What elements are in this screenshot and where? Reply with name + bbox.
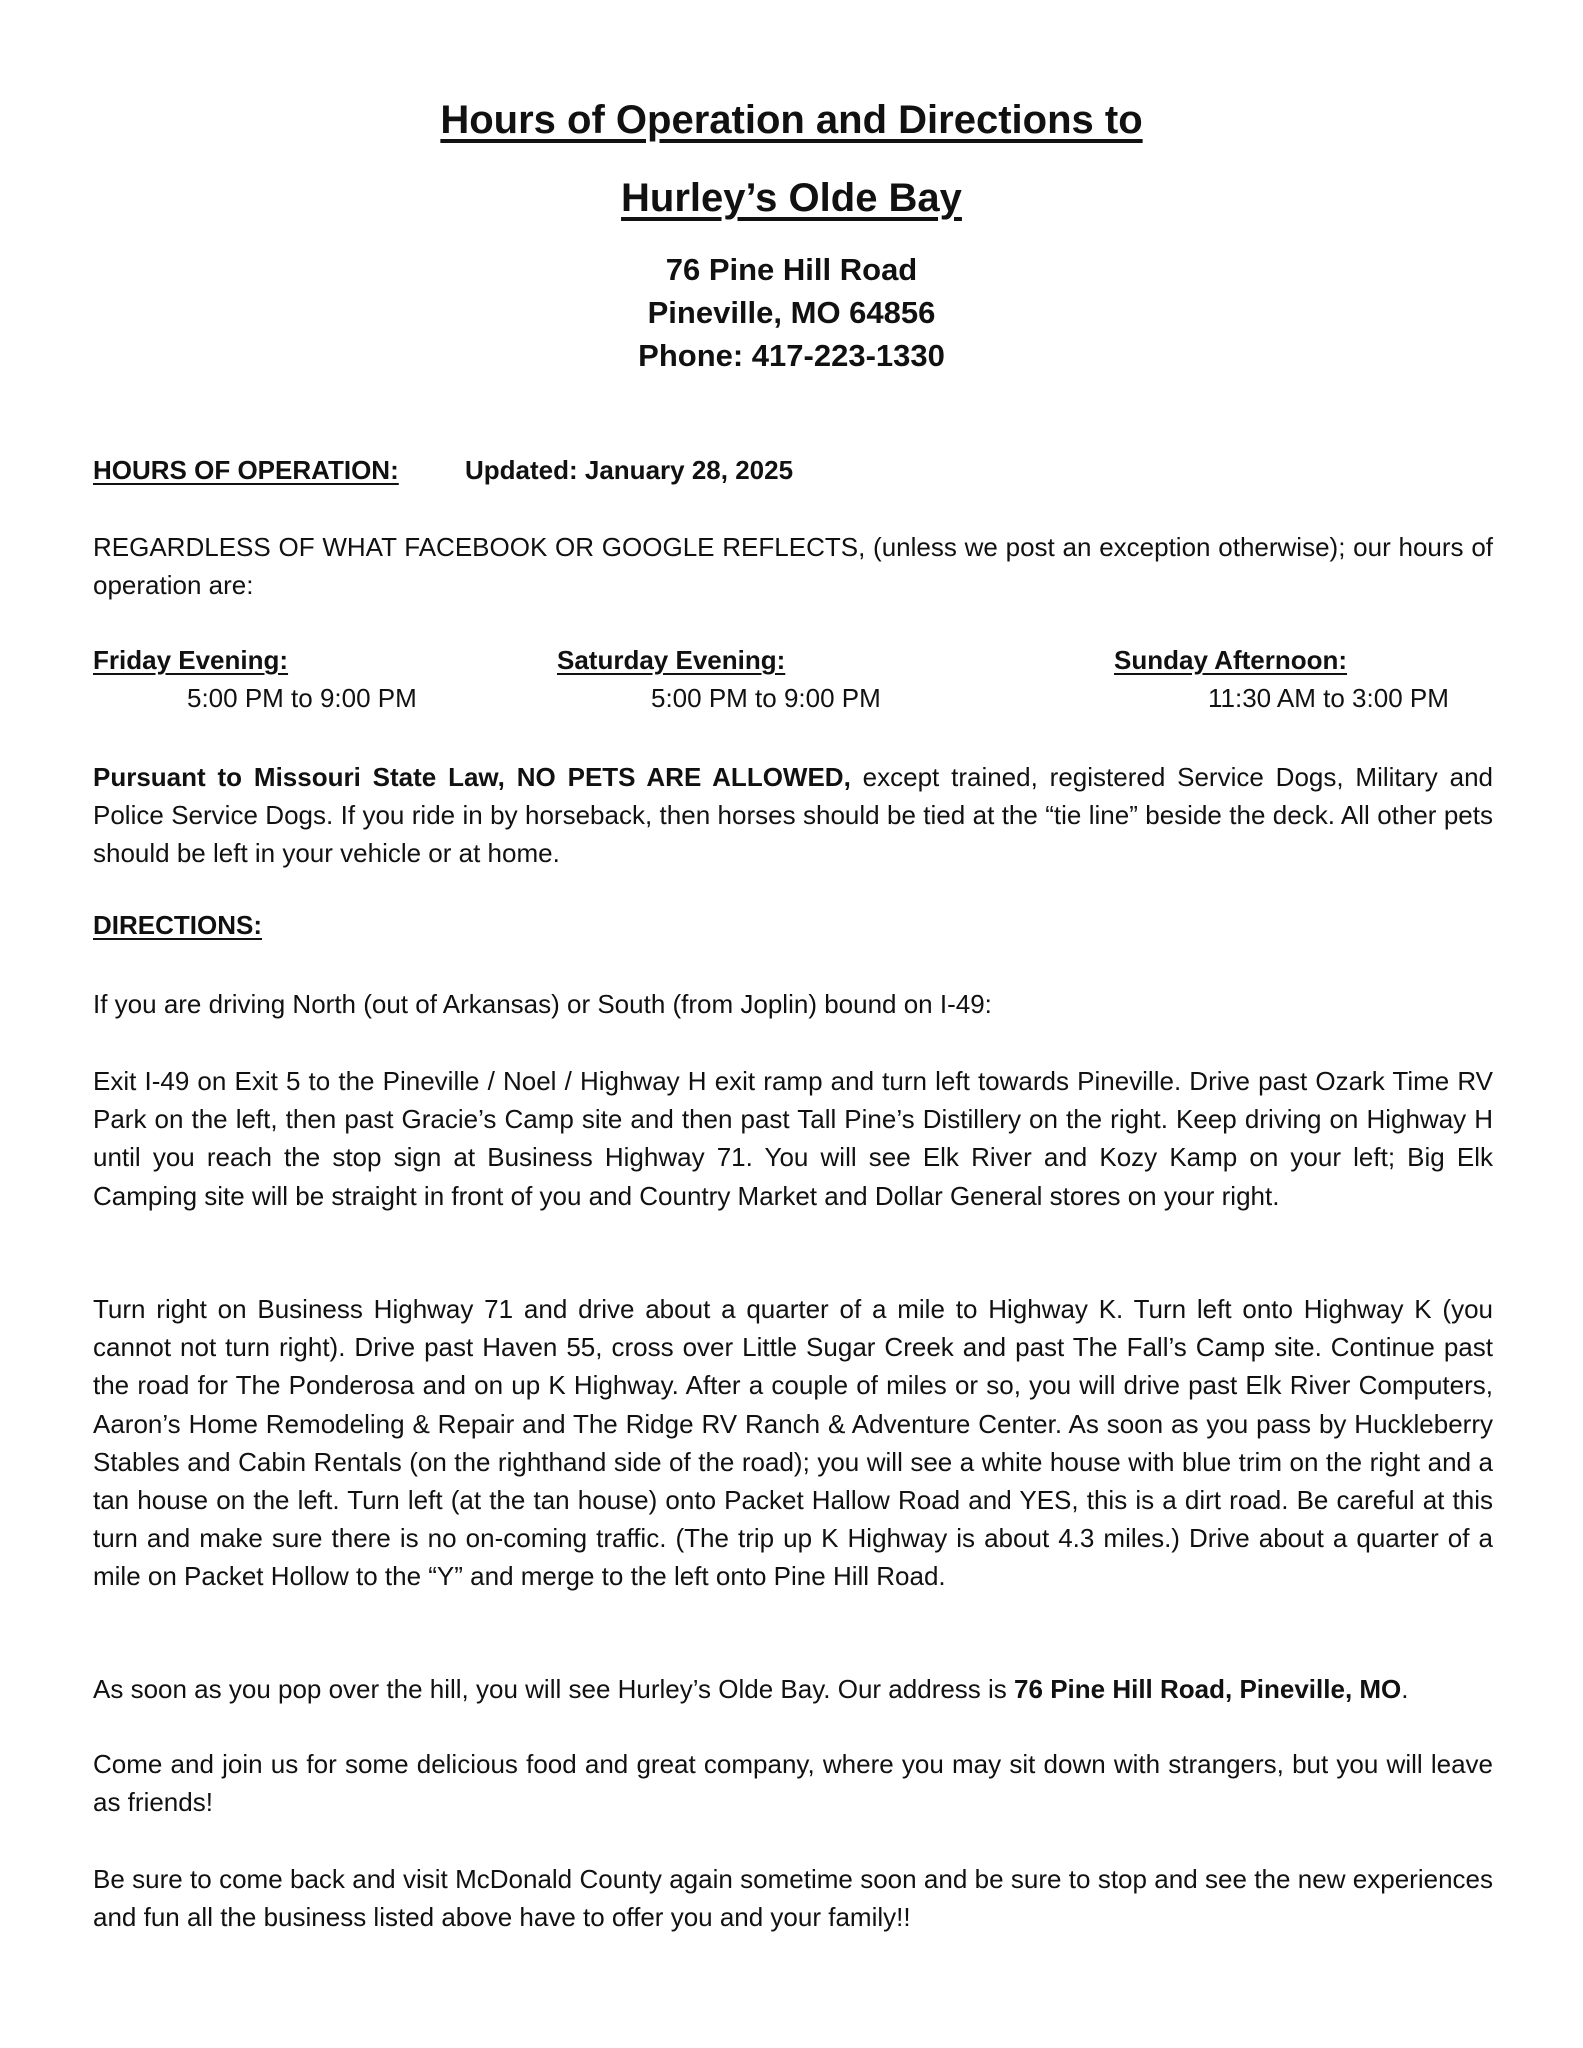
pets-policy: [93, 758, 1493, 873]
directions-arrival: [93, 1670, 1493, 1708]
saturday-label: Saturday Evening:: [557, 645, 786, 675]
address-street: 76 Pine Hill Road: [665, 252, 918, 287]
sunday-label: Sunday Afternoon:: [1114, 645, 1348, 675]
directions-heading: DIRECTIONS:: [93, 910, 262, 940]
sunday-time: 11:30 AM to 3:00 PM: [1208, 683, 1449, 713]
phone-number: Phone: 417-223-1330: [638, 338, 945, 373]
arrival-text: As soon as you pop over the hill, you will see Hurley’s Olde Bay. Our address is: [93, 1674, 1015, 1704]
updated-date: Updated: January 28, 2025: [465, 455, 794, 485]
address-city: Pineville, MO 64856: [647, 295, 936, 330]
title-line-1: Hours of Operation and Directions to: [440, 98, 1143, 142]
hours-intro: REGARDLESS OF WHAT FACEBOOK OR GOOGLE REFLECTS, (unless we post an exception otherwise); our hours of operation are:: [93, 532, 1493, 601]
title-line-2: Hurley’s Olde Bay: [621, 176, 962, 220]
closing-invitation: Come and join us for some delicious food and great company, where you may sit down with strangers, but you will leave as friends!: [93, 1749, 1493, 1818]
arrival-address: 76 Pine Hill Road, Pineville, MO: [1014, 1674, 1402, 1704]
pets-policy-text: except trained, registered Service Dogs, Military and Police Service Dogs. If you ride in by horseback, then horses should be tied at the “tie line” beside the deck. All other pets should be left in your vehicle or at home.: [93, 762, 1493, 869]
directions-paragraph-2: Turn right on Business Highway 71 and drive about a quarter of a mile to Highway K. Turn left onto Highway K (you cannot not turn right). Drive past Haven 55, cross over Little Sugar Creek and past The Fall’s Camp site. Continue past the road for The Ponderosa and on up K Highway. After a couple of miles or so, you will drive past Elk River Computers, Aaron’s Home Remodeling & Repair and The Ridge RV Ranch & Adventure Center. As soon as you pass by Huckleberry Stables and Cabin Rentals (on the righthand side of the road); you will see a white house with blue trim on the right and a tan house on the left. Turn left (at the tan house) onto Packet Hallow Road and YES, this is a dirt road. Be careful at this turn and make sure there is no on-coming traffic. (The trip up K Highway is about 4.3 miles.) Drive about a quarter of a mile on Packet Hollow to the “Y” and merge to the left onto Pine Hill Road.: [93, 1294, 1493, 1592]
directions-paragraph-1: Exit I-49 on Exit 5 to the Pineville / Noel / Highway H exit ramp and turn left towards Pineville. Drive past Ozark Time RV Park on the left, then past Gracie’s Camp site and then past Tall Pine’s Distillery on the right. Keep driving on Highway H until you reach the stop sign at Business Highway 71. You will see Elk River and Kozy Kamp on your left; Big Elk Camping site will be straight in front of you and Country Market and Dollar General stores on your right.: [93, 1066, 1493, 1211]
arrival-end: .: [1401, 1674, 1409, 1704]
closing-farewell: Be sure to come back and visit McDonald County again sometime soon and be sure to stop and see the new experiences and fun all the business listed above have to offer you and your family!!: [93, 1864, 1493, 1933]
pets-policy-lead: Pursuant to Missouri State Law, NO PETS ARE ALLOWED,: [93, 762, 851, 792]
friday-label: Friday Evening:: [93, 645, 289, 675]
friday-time: 5:00 PM to 9:00 PM: [187, 683, 417, 713]
hours-heading: HOURS OF OPERATION:: [93, 455, 399, 485]
saturday-time: 5:00 PM to 9:00 PM: [651, 683, 881, 713]
directions-intro: If you are driving North (out of Arkansas) or South (from Joplin) bound on I-49:: [93, 989, 992, 1019]
